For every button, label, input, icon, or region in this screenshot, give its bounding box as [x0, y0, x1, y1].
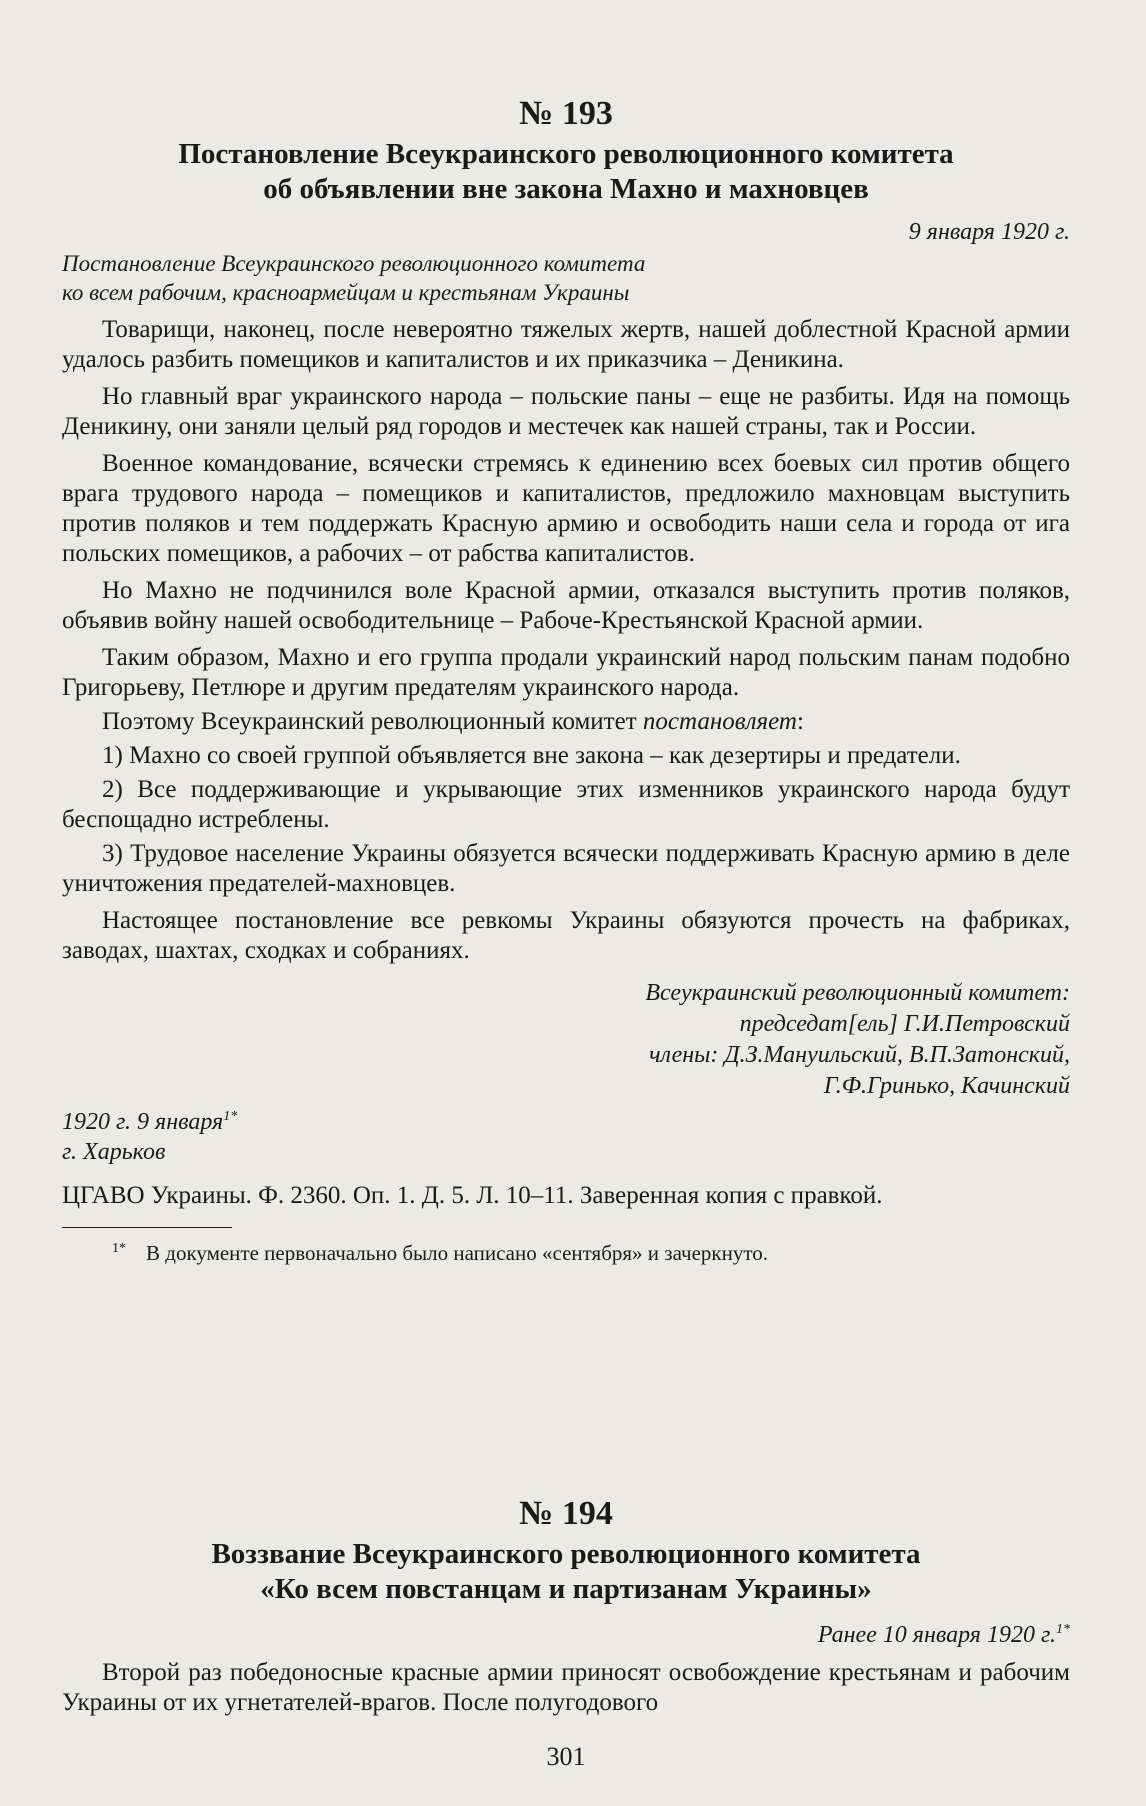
doc193-paragraph-2: Но главный враг украинского народа – польские паны – еще не разбиты. Идя на помощь Деникину, они заняли целый ряд городов и местечек как нашей страны, так и России. [62, 383, 1070, 440]
doc193-heading-line1: Постановление Всеукраинского революционного комитета [62, 251, 646, 276]
resolve-colon: : [796, 708, 804, 735]
doc194-title-line2: «Ко всем повстанцам и партизанам Украины» [260, 1573, 872, 1605]
doc193-number: № 193 [519, 95, 613, 132]
doc193-paragraph-3: Военное командование, всячески стремясь к единению всех боевых сил против общего врага трудового народа – помещиков и капиталистов, предложило махновцам выступить против поляков и тем поддержать Красную армию и освободить наши села и города от ига польских помещиков, а рабочих – от рабства капиталистов. [62, 450, 1070, 567]
doc194-section [62, 1495, 1070, 1725]
doc193-date: 9 января 1920 г. [908, 219, 1070, 245]
resolve-word: постановляет [642, 708, 797, 735]
signature-members-line2: Г.Ф.Гринько, Качинский [823, 1073, 1070, 1099]
doc193-point-3: 3) Трудовое население Украины обязуется всячески поддерживать Красную армию в деле уничтожения предателей-махновцев. [62, 840, 1070, 897]
doc193-title-line1: Постановление Всеукраинского революционного комитета [178, 138, 954, 170]
doc193-archive-reference: ЦГАВО Украины. Ф. 2360. Оп. 1. Д. 5. Л. 10–11. Заверенная копия с правкой. [62, 1182, 883, 1209]
doc194-paragraph-1: Второй раз победоносные красные армии приносят освобождение крестьянам и рабочим Украины от их угнетателей-врагов. После полугодового [62, 1659, 1070, 1716]
doc193-place: г. Харьков [62, 1139, 166, 1165]
doc194-title-line1: Воззвание Всеукраинского революционного комитета [211, 1538, 921, 1570]
footnote-divider [62, 1227, 232, 1228]
doc194-date: Ранее 10 января 1920 г.$^{1*}$ [817, 1622, 1070, 1648]
doc193-point-1: 1) Махно со своей группой объявляется вне закона – как дезертиры и предатели. [102, 742, 961, 769]
doc194-date-footnote-mark: 1* [1056, 1622, 1070, 1637]
doc193-paragraph-1: Товарищи, наконец, после невероятно тяжелых жертв, нашей доблестной Красной армии удалось разбить помещиков и капиталистов и их приказчика – Деникина. [62, 316, 1070, 373]
dateline-footnote-mark: 1* [223, 1109, 238, 1124]
doc193-heading-line2: ко всем рабочим, красноармейцам и крестьянам Украины [62, 280, 630, 305]
signature-org: Всеукраинский революционный комитет: [645, 980, 1070, 1006]
page-number: 301 [546, 1742, 586, 1771]
doc193-resolve-line [62, 707, 1070, 737]
footnote-text: В документе первоначально было написано «сентября» и зачеркнуто. [146, 1241, 769, 1265]
doc193-point-2: 2) Все поддерживающие и укрывающие этих изменников украинского народа будут беспощадно истреблены. [62, 776, 1070, 833]
footnote-mark: 1* [112, 1241, 126, 1256]
signature-chair: председат[ель] Г.И.Петровский [739, 1011, 1070, 1037]
footnote [62, 1236, 1070, 1266]
doc193-title-line2: об объявлении вне закона Махно и махновцев [263, 173, 869, 205]
page-footer [62, 1742, 1070, 1772]
doc194-number: № 194 [519, 1495, 613, 1532]
doc193-dateline: 1920 г. 9 января$^{1*}$ [62, 1109, 238, 1135]
doc193-section [62, 95, 1070, 1266]
doc193-paragraph-5: Таким образом, Махно и его группа продали украинский народ польским панам подобно Григорьеву, Петлюре и другим предателям украинского народа. [62, 644, 1070, 701]
doc193-closing: Настоящее постановление все ревкомы Украины обязуются прочесть на фабриках, заводах, шахтах, сходках и собраниях. [62, 907, 1070, 964]
signature-members-line1: члены: Д.З.Мануильский, В.П.Затонский, [649, 1042, 1070, 1068]
doc193-paragraph-4: Но Махно не подчинился воле Красной армии, отказался выступить против поляков, объявив войну нашей освободительнице – Рабоче-Крестьянской Красной армии. [62, 577, 1070, 634]
resolve-intro: Поэтому Всеукраинский революционный комитет [102, 708, 637, 735]
